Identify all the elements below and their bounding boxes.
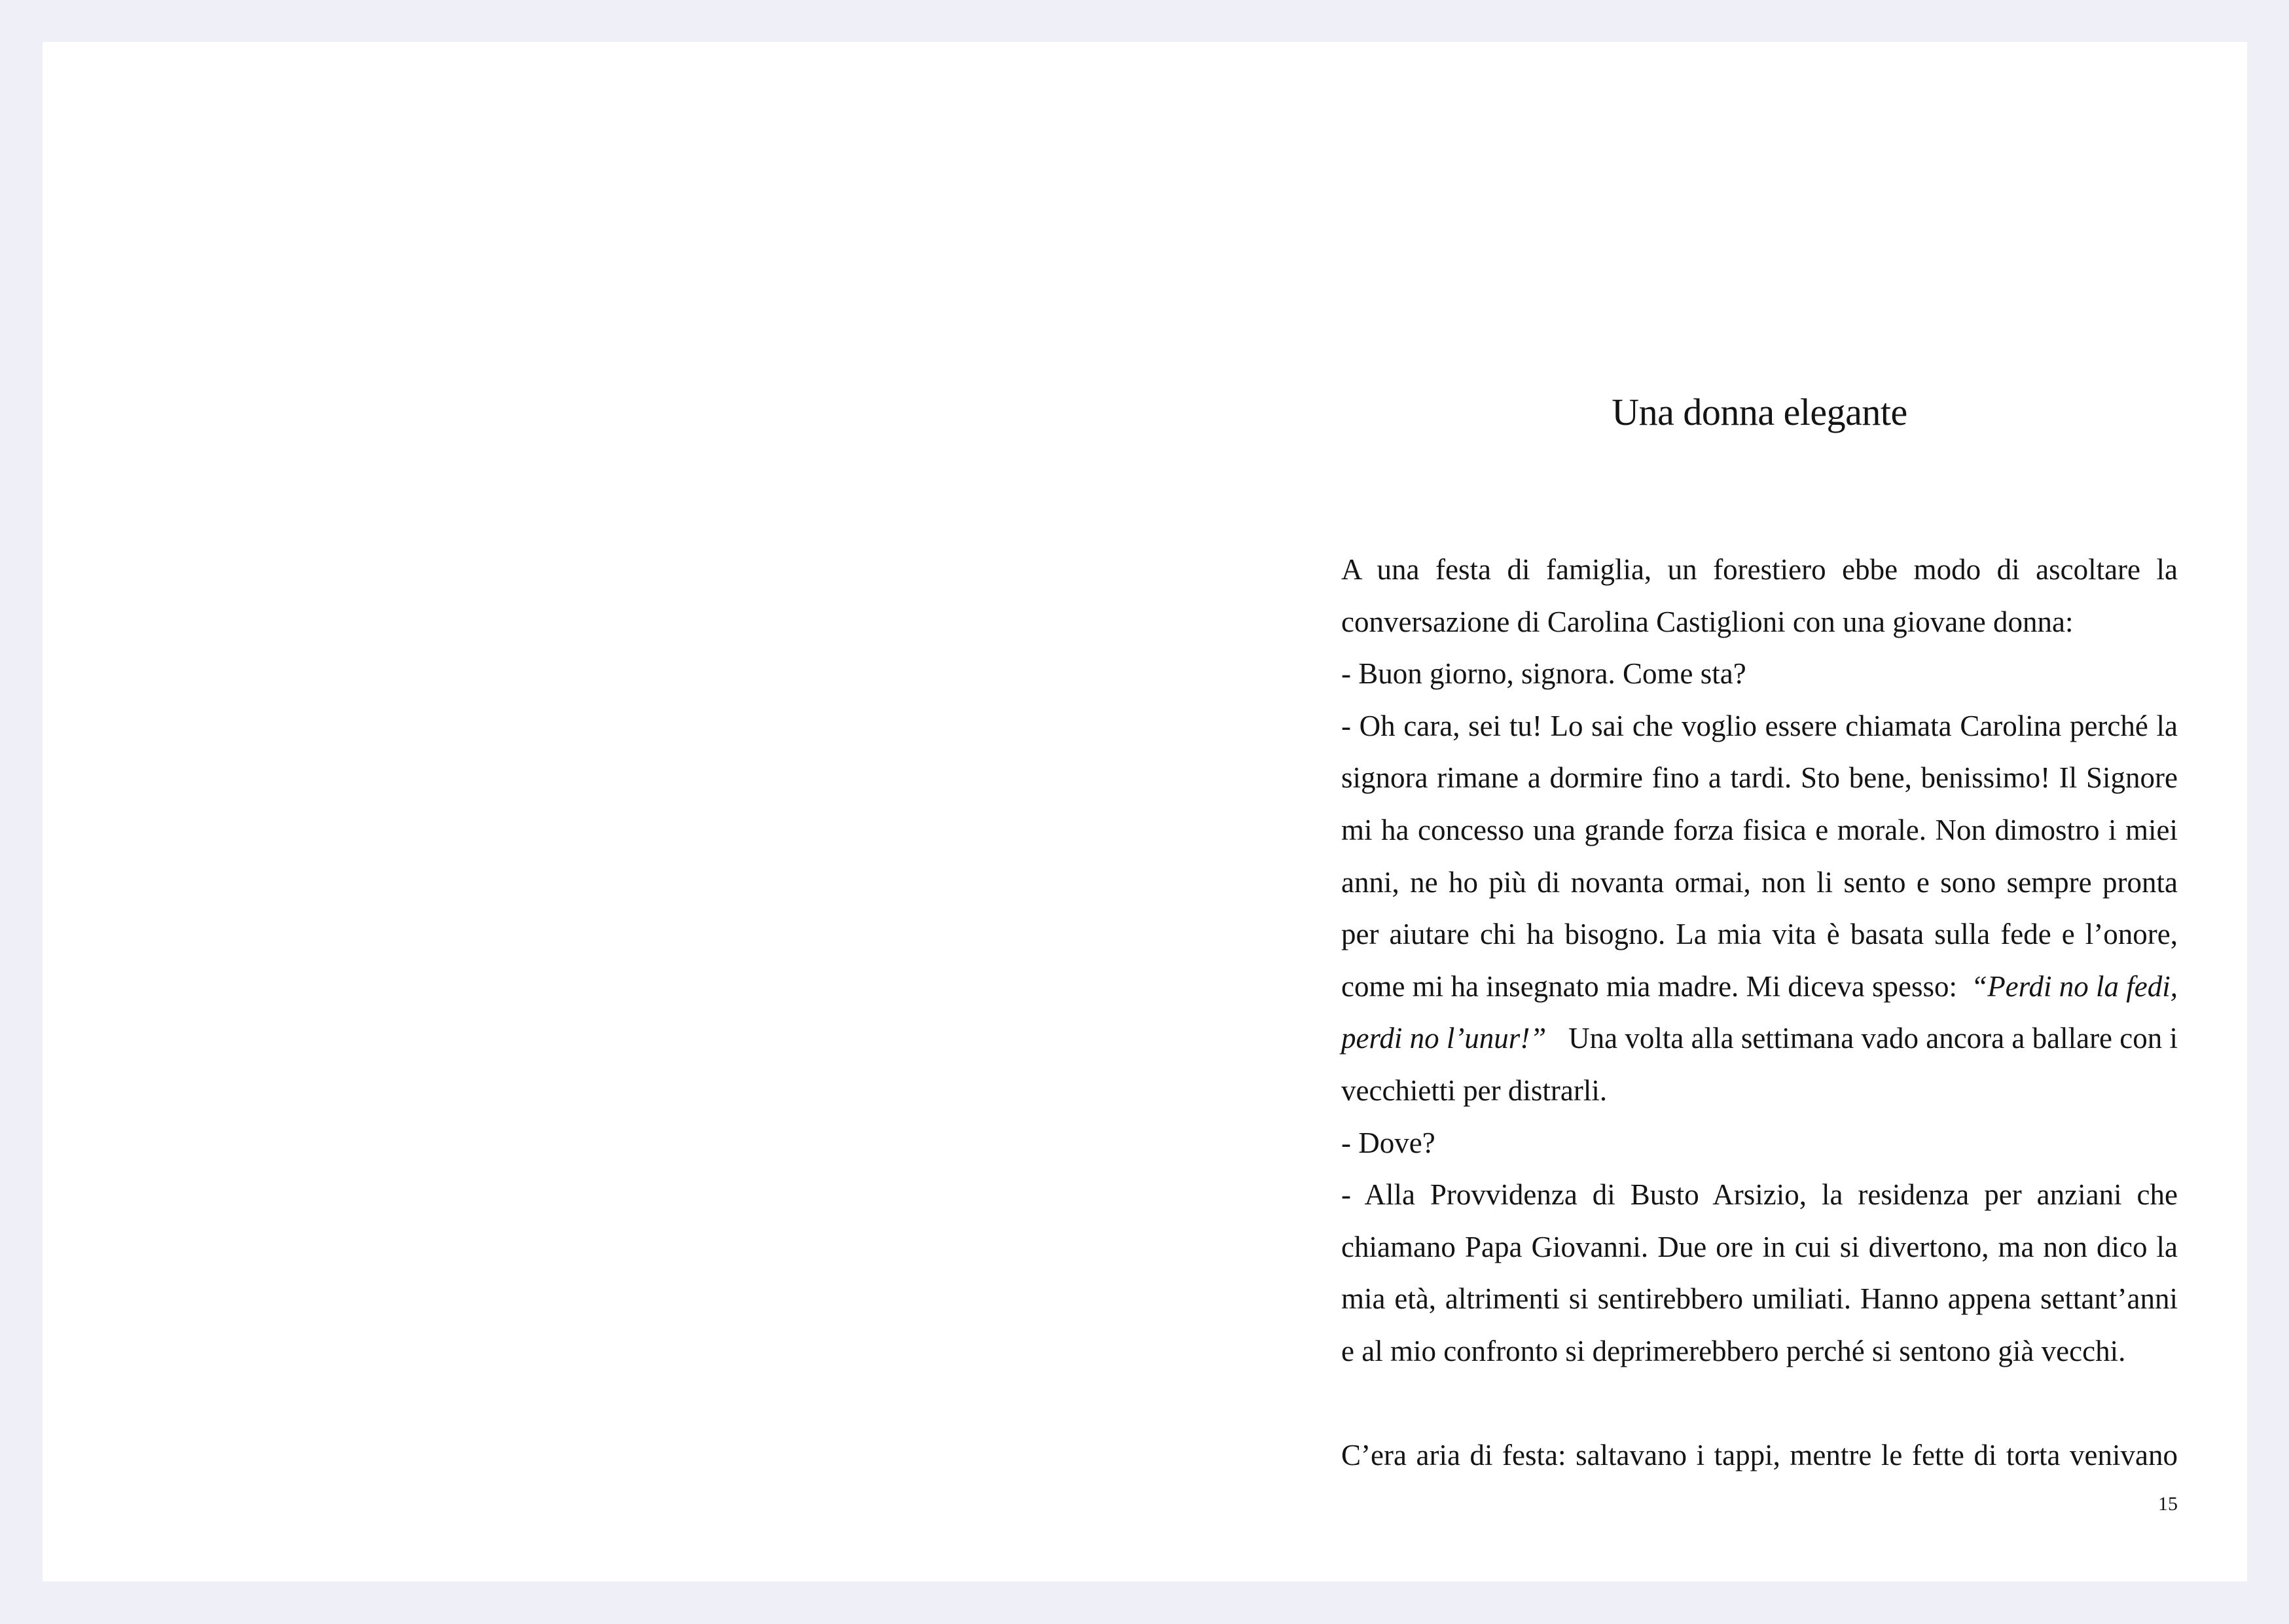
text-line: - Oh cara, sei tu! Lo sai che voglio essere chiamata Carolina perché la [1341, 709, 2178, 742]
text-line: conversazione di Carolina Castiglioni con una giovane donna: [1341, 605, 2074, 638]
italic-quote: “Perdi no la fedi, [1971, 969, 2178, 1003]
left-page-blank [43, 42, 1145, 1581]
page-number: 15 [2158, 1493, 2178, 1515]
text-line: mia età, altrimenti si sentirebbero umiliati. Hanno appena settant’anni [1341, 1282, 2178, 1316]
text-line: - Alla Provvidenza di Busto Arsizio, la residenza per anziani che [1341, 1178, 2178, 1212]
text-line: signora rimane a dormire fino a tardi. Sto bene, benissimo! Il Signore [1341, 761, 2178, 795]
text-line: vecchietti per distrarli. [1341, 1074, 1608, 1107]
text-line: A una festa di famiglia, un forestiero ebbe modo di ascoltare la [1341, 553, 2178, 586]
text-line-mixed [1341, 961, 2178, 1013]
italic-quote: perdi no l’unur!” [1341, 1022, 1547, 1055]
chapter-title: Una donna elegante [1612, 391, 1907, 433]
text-line: - Buon giorno, signora. Come sta? [1341, 657, 1746, 691]
text-segment: Una volta alla settimana vado ancora a ballare con i [1568, 1022, 2178, 1055]
right-page [1145, 42, 2247, 1581]
text-segment: come mi ha insegnato mia madre. Mi diceva spesso: [1341, 969, 1958, 1003]
text-line: mi ha concesso una grande forza fisica e morale. Non dimostro i miei [1341, 813, 2178, 846]
text-line: C’era aria di festa: saltavano i tappi, mentre le fette di torta venivano [1341, 1439, 2178, 1472]
text-line: per aiutare chi ha bisogno. La mia vita è basata sulla fede e l’onore, [1341, 918, 2178, 951]
body-text [1341, 544, 2178, 1482]
text-line: e al mio confronto si deprimerebbero perché si sentono già vecchi. [1341, 1334, 2126, 1367]
paragraph-gap [1341, 1378, 2178, 1430]
text-line: anni, ne ho più di novanta ormai, non li sento e sono sempre pronta [1341, 865, 2178, 899]
text-line: - Dove? [1341, 1126, 1435, 1159]
text-line: chiamano Papa Giovanni. Due ore in cui si divertono, ma non dico la [1341, 1230, 2178, 1263]
text-line-mixed [1341, 1013, 2178, 1065]
book-spread [43, 42, 2247, 1581]
